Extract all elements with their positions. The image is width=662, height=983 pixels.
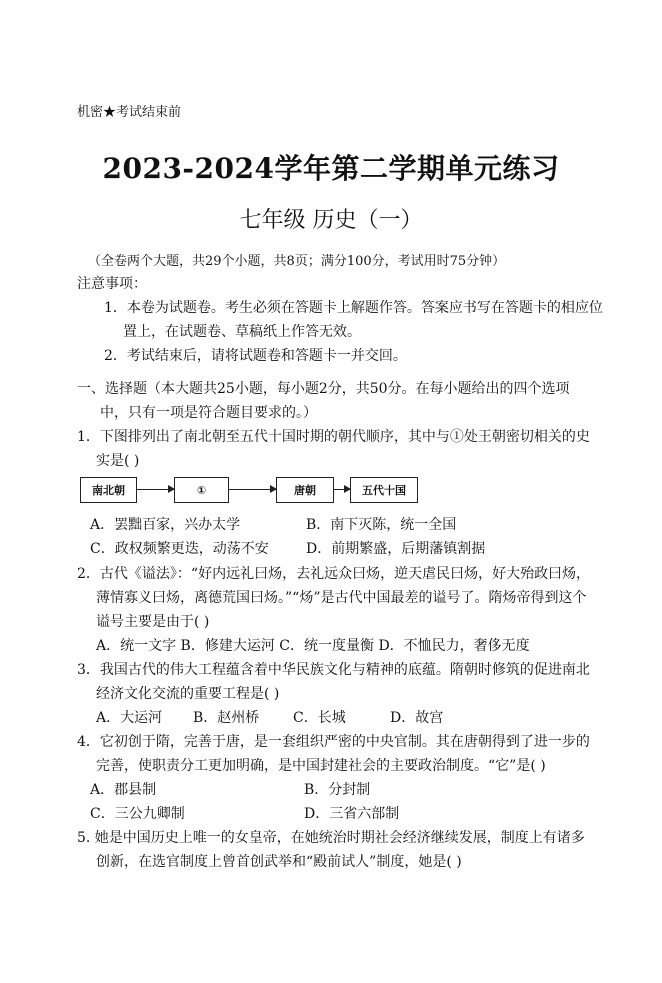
question-3-line2: 经济文化交流的重要工程是( ) [96, 686, 280, 702]
question-3-option-b: B．赵州桥 [193, 710, 260, 726]
question-4-option-c: C．三公九卿制 [90, 806, 185, 822]
flow-box-unknown: ① [174, 477, 229, 503]
question-1-option-c: C．政权频繁更迭，动荡不安 [90, 541, 269, 557]
question-1-option-b: B．南下灭陈，统一全国 [306, 517, 457, 533]
note-item-1-line1: 1．本卷为试题卷。考生必须在答题卡上解题作答。答案应书写在答题卡的相应位 [104, 300, 603, 316]
flow-box-tang: 唐朝 [276, 477, 334, 503]
question-1-option-a: A．罢黜百家，兴办太学 [90, 517, 241, 533]
question-3-line1: 3．我国古代的伟大工程蕴含着中华民族文化与精神的底蕴。隋朝时修筑的促进南北 [77, 662, 590, 678]
question-5-line1: 5. 她是中国历史上唯一的女皇帝，在她统治时期社会经济继续发展，制度上有诸多 [77, 830, 585, 846]
question-3-option-a: A．大运河 [96, 710, 163, 726]
flow-arrow-3 [334, 489, 350, 490]
exam-info: （全卷两个大题，共29个小题，共8页；满分100分，考试用时75分钟） [88, 254, 506, 269]
question-1-option-d: D．前期繁盛，后期藩镇割据 [306, 541, 486, 557]
question-1-line2: 实是( ) [96, 453, 140, 469]
question-5-line2: 创新，在选官制度上曾首创武举和“殿前试人”制度，她是( ) [96, 854, 462, 870]
page-subtitle: 七年级 历史（一） [239, 208, 423, 233]
flow-arrow-1 [137, 489, 174, 490]
section-heading-line1: 一、选择题（本大题共25小题，每小题2分，共50分。在每小题给出的四个选项 [77, 381, 570, 397]
question-1-line1: 1．下图排列出了南北朝至五代十国时期的朝代顺序，其中与①处王朝密切相关的史 [77, 429, 590, 445]
question-2-line1: 2．古代《谥法》：“好内远礼曰炀，去礼远众曰炀，逆天虐民曰炀，好大殆政曰炀， [77, 566, 591, 582]
note-item-1-line2: 置上，在试题卷、草稿纸上作答无效。 [123, 324, 361, 340]
question-4-line1: 4．它初创于隋，完善于唐，是一套组织严密的中央官制。其在唐朝得到了进一步的 [77, 734, 590, 750]
flow-box-nanbeichao: 南北朝 [80, 477, 137, 503]
question-3-option-d: D．故宫 [390, 710, 444, 726]
question-4-line2: 完善，使职责分工更加明确，是中国封建社会的主要政治制度。“它”是( ) [96, 758, 546, 774]
flow-arrow-2 [229, 489, 276, 490]
notes-heading: 注意事项： [77, 276, 147, 292]
dynasty-flow-diagram [80, 477, 420, 507]
question-2-line3: 谥号主要是由于( ) [96, 614, 210, 630]
confidential-label: 机密★考试结束前 [77, 105, 182, 120]
page-title: 2023-2024学年第二学期单元练习 [102, 152, 560, 185]
question-4-option-d: D．三省六部制 [304, 806, 400, 822]
question-4-option-b: B．分封制 [304, 782, 371, 798]
section-heading-line2: 中，只有一项是符合题目要求的。） [100, 405, 317, 421]
question-4-option-a: A．郡县制 [90, 782, 157, 798]
question-3-option-c: C．长城 [293, 710, 346, 726]
question-2-line2: 薄情寡义曰炀，离德荒国曰炀。”“炀”是古代中国最差的谥号了。隋炀帝得到这个 [96, 590, 587, 606]
question-2-options: A．统一文字 B．修建大运河 C．统一度量衡 D．不恤民力，奢侈无度 [96, 638, 530, 654]
flow-box-wudai: 五代十国 [350, 477, 418, 503]
note-item-2: 2．考试结束后，请将试题卷和答题卡一并交回。 [104, 348, 407, 364]
